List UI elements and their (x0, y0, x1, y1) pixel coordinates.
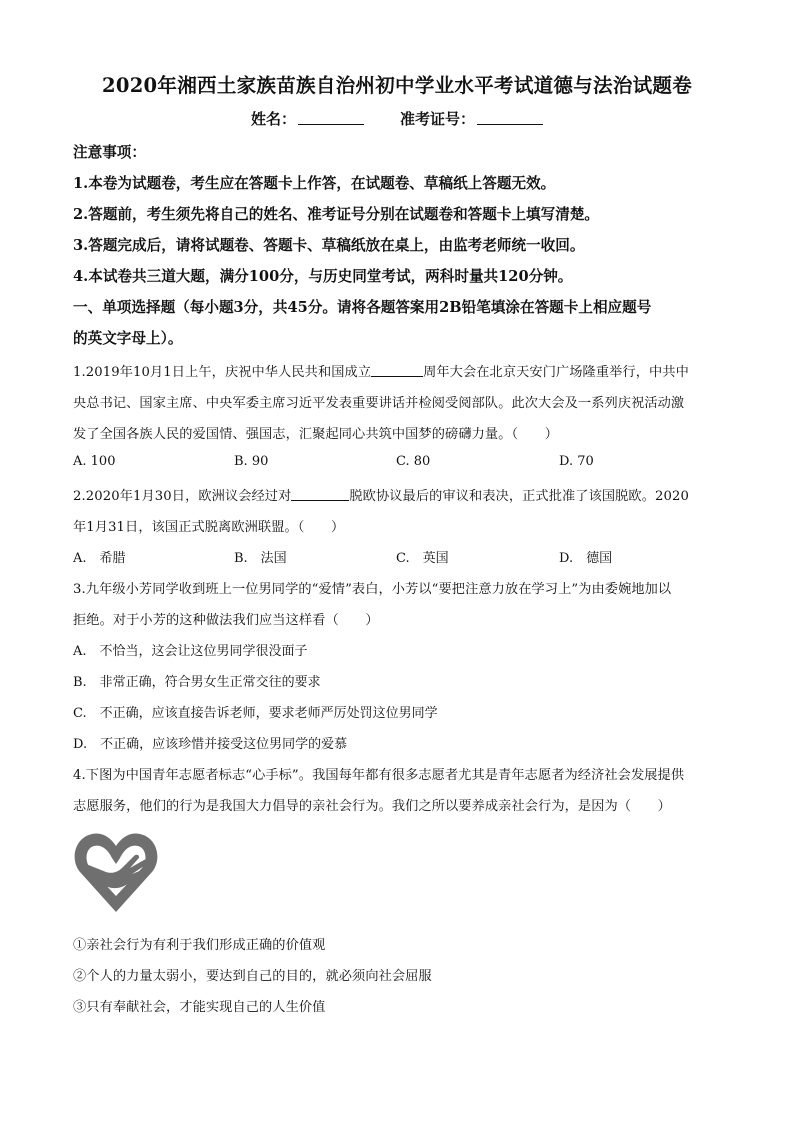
question-1-line: 1.2019年10月1日上午，庆祝中华人民共和国成立 周年大会在北京天安门广场隆重举行，中共中 (73, 365, 689, 380)
page-title: 2020年湘西土家族苗族自治州初中学业水平考试道德与法治试题卷 (101, 74, 693, 97)
question-1-line: 发了全国各族人民的爱国情、强国志，汇聚起同心共筑中国梦的磅礴力量。（ ） (73, 427, 559, 442)
notice-item: 3.答题完成后，请将试题卷、答题卡、草稿纸放在桌上，由监考老师统一收回。 (73, 237, 585, 254)
exam-id-label: 准考证号： (400, 110, 476, 128)
q2-option-b: B. 法国 (234, 551, 287, 566)
name-blank[interactable] (298, 110, 364, 125)
notice-item: 2.答题前，考生须先将自己的姓名、准考证号分别在试题卷和答题卡上填写清楚。 (73, 206, 600, 223)
answer-blank (291, 487, 349, 501)
q2-option-c: C. 英国 (396, 551, 449, 566)
q3-option-d: D. 不正确，应该珍惜并接受这位男同学的爱慕 (73, 737, 348, 752)
q1-option-a: A. 100 (73, 454, 116, 469)
section-heading-cont: 的英文字母上）。 (73, 330, 183, 347)
q4-statement-1: ①亲社会行为有利于我们形成正确的价值观 (73, 938, 326, 953)
question-3-line: 拒绝。对于小芳的这种做法我们应当这样看（ ） (73, 613, 379, 628)
q2-option-d: D. 德国 (559, 551, 613, 566)
question-2-line: 年1月31日，该国正式脱离欧洲联盟。（ ） (73, 520, 345, 535)
question-1-line: 央总书记、国家主席、中央军委主席习近平发表重要讲话并检阅受阅部队。此次大会及一系列庆祝活动激 (73, 396, 685, 411)
question-4-line: 4.下图为中国青年志愿者标志“心手标”。我国每年都有很多志愿者尤其是青年志愿者为经济社会发展提供 (73, 768, 685, 783)
q3-option-c: C. 不正确，应该直接告诉老师，要求老师严厉处罚这位男同学 (73, 706, 438, 721)
question-2-line: 2.2020年1月30日，欧洲议会经过对 脱欧协议最后的审议和表决，正式批准了该国脱欧。2020 (73, 489, 689, 504)
q1-option-b: B. 90 (234, 454, 269, 469)
notice-heading: 注意事项： (73, 144, 146, 161)
candidate-info (0, 108, 794, 129)
q4-statement-2: ②个人的力量太弱小，要达到自己的目的，就必须向社会屈服 (73, 969, 432, 984)
q4-statement-3: ③只有奉献社会，才能实现自己的人生价值 (73, 1000, 326, 1015)
name-label: 姓名： (250, 110, 296, 128)
answer-blank (371, 363, 423, 377)
notice-item: 1.本卷为试题卷，考生应在答题卡上作答，在试题卷、草稿纸上答题无效。 (73, 175, 556, 192)
q3-option-a: A. 不恰当，这会让这位男同学很没面子 (73, 644, 308, 659)
question-4-line: 志愿服务，他们的行为是我国大力倡导的亲社会行为。我们之所以要养成亲社会行为，是因为（ ） (73, 799, 671, 814)
q1-option-d: D. 70 (559, 454, 594, 469)
notice-item: 4.本试卷共三道大题，满分100分，与历史同堂考试，两科时量共120分钟。 (73, 268, 573, 285)
q2-option-a: A. 希腊 (73, 551, 126, 566)
heart-hand-volunteer-logo-icon (72, 826, 160, 914)
exam-id-blank[interactable] (477, 110, 543, 125)
q3-option-b: B. 非常正确，符合男女生正常交往的要求 (73, 675, 321, 690)
question-3-line: 3.九年级小芳同学收到班上一位男同学的“爱情”表白，小芳以“要把注意力放在学习上”为由委婉地加以 (73, 582, 672, 597)
q1-option-c: C. 80 (396, 454, 431, 469)
section-heading: 一、单项选择题（每小题3分，共45分。请将各题答案用2B铅笔填涂在答题卡上相应题号 (73, 299, 652, 316)
